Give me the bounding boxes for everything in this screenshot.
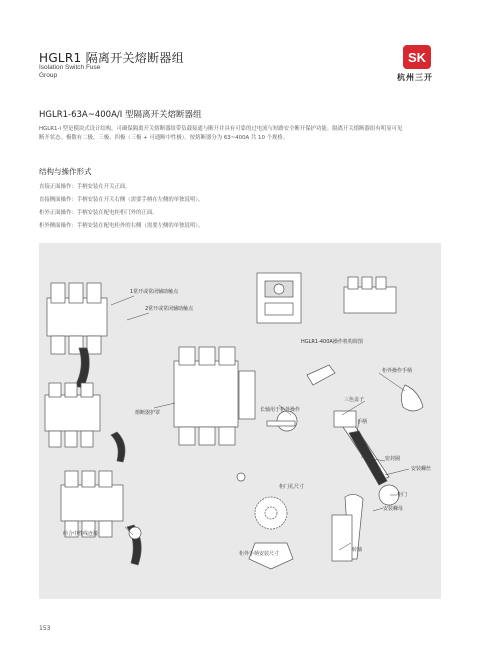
paragraph-line: HGLR1-I 型是模块式设计结构，可确保隔离开关熔断器组带负载接通与断开并具有可靠的过电流与短路安全断开保护功能。隔离开关熔断器组有明显可见 bbox=[39, 126, 403, 132]
brand-mark: SK bbox=[407, 50, 427, 65]
label-mechanism-diagram: HGLR1-400A操作机构简图 bbox=[301, 339, 363, 345]
list-item: 柜外侧面操作：手柄安装在配电柜外的右侧（需要左侧的单独说明）。 bbox=[39, 223, 204, 229]
label-external-handle: 柜外操作手柄 bbox=[382, 368, 413, 374]
extension-handle bbox=[267, 365, 335, 431]
mechanism-box bbox=[257, 273, 301, 323]
door-hole-drawing bbox=[249, 497, 293, 569]
label-aux-contact-2: 2常开或常闭辅助触点 bbox=[145, 306, 194, 312]
brand-name: 杭州三开 bbox=[397, 73, 433, 82]
subtitle-en-1: Isolation Switch Fuse bbox=[39, 64, 101, 71]
paragraph-line: 断开状态。极数有二极、三极、四极（三极 + 可通断中性极）。按熔断器分为 63~400A 共 10 个规格。 bbox=[39, 135, 289, 141]
intro-paragraph bbox=[39, 125, 443, 143]
switch-unit-top-right bbox=[344, 277, 396, 313]
brand-logo bbox=[403, 45, 431, 69]
product-illustration bbox=[39, 243, 441, 599]
product-figure bbox=[39, 243, 441, 599]
switch-unit-mid-left bbox=[45, 383, 125, 462]
section-title: HGLR1-63A~400A/I 型隔离开关熔断器组 bbox=[39, 110, 202, 120]
label-mount-screw: 安装螺丝 bbox=[411, 466, 432, 472]
label-mount-nut: 安装螺母 bbox=[383, 506, 404, 512]
label-door: 柜门 bbox=[397, 492, 408, 498]
label-aux-contact-1: 1常开或常闭辅助触点 bbox=[130, 289, 179, 295]
list-item: 直接正面操作：手柄安装在开关正面。 bbox=[39, 184, 131, 190]
label-handle: 手柄 bbox=[357, 419, 368, 425]
label-seal: 密封圈 bbox=[385, 456, 401, 462]
label-neutral: 组合中性线连接 bbox=[63, 531, 99, 537]
label-long-shaft: 长轴用于柜外操作 bbox=[260, 407, 301, 413]
external-handle-assembly bbox=[332, 385, 423, 561]
switch-unit-top-left bbox=[47, 283, 107, 388]
label-ext-mount-size: 柜外手柄安装尺寸 bbox=[239, 551, 280, 557]
page-title: HGLR1 隔离开关熔断器组 bbox=[39, 51, 184, 65]
switch-unit-bottom-left bbox=[61, 471, 141, 565]
switch-unit-center bbox=[174, 347, 255, 481]
label-shaft: 转轴 bbox=[352, 547, 363, 553]
label-fuse-guard: 熔断器护罩 bbox=[135, 410, 161, 416]
logo-icon bbox=[403, 45, 431, 69]
label-door-hole: 柜门孔尺寸 bbox=[279, 484, 305, 490]
structure-heading: 结构与操作形式 bbox=[39, 167, 92, 176]
page-number: 153 bbox=[39, 625, 51, 632]
subtitle-en-2: Group bbox=[39, 72, 58, 79]
list-item: 直接侧面操作：手柄安装在开关右侧（需要手柄在左侧的单独说明）。 bbox=[39, 197, 204, 203]
label-cover: 三色盖子 bbox=[344, 397, 365, 403]
list-item: 柜外正面操作：手柄安装在配电柜柜门外的正面。 bbox=[39, 210, 158, 216]
